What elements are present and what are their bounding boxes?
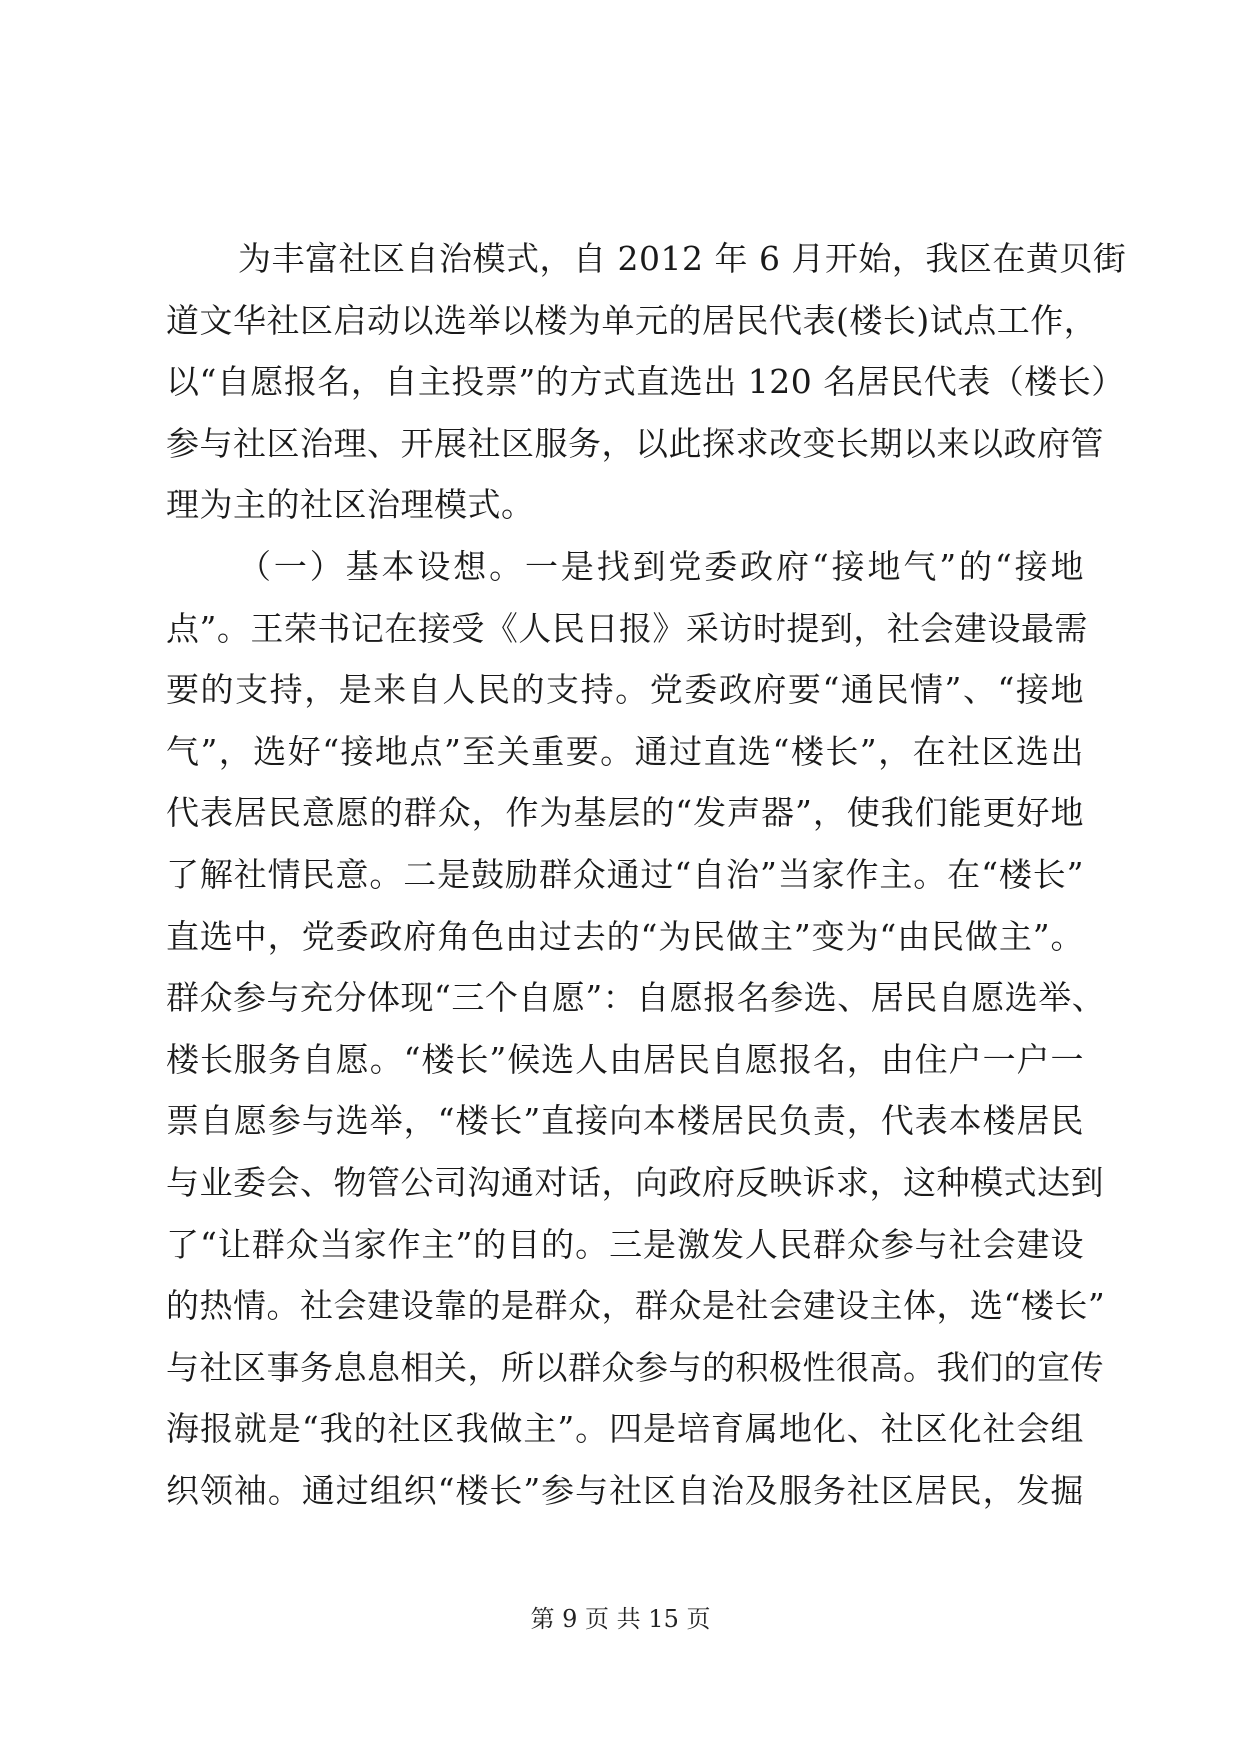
page-footer (0, 1604, 1241, 1634)
page-number: 第 9 页 共 15 页 (530, 1605, 711, 1633)
text-line: 票自愿参与选举，“楼长”直接向本楼居民负责，代表本楼居民 (166, 1101, 1084, 1141)
text-line: 与业委会、物管公司沟通对话，向政府反映诉求，这种模式达到 (166, 1162, 1104, 1202)
text-line: 气”，选好“接地点”至关重要。通过直选“楼长”，在社区选出 (166, 731, 1084, 771)
text-line: 了“让群众当家作主”的目的。三是激发人民群众参与社会建设 (166, 1224, 1084, 1264)
text-line: 织领袖。通过组织“楼长”参与社区自治及服务社区居民，发掘 (166, 1470, 1084, 1510)
text-line: 直选中，党委政府角色由过去的“为民做主”变为“由民做主”。 (166, 916, 1084, 956)
document-body (166, 228, 1127, 1521)
text-line: 理为主的社区治理模式。 (166, 485, 535, 525)
text-line: 以“自愿报名，自主投票”的方式直选出 120 名居民代表（楼长） (166, 362, 1125, 402)
text-line: 楼长服务自愿。“楼长”候选人由居民自愿报名，由住户一户一 (166, 1039, 1084, 1079)
text-line: 道文华社区启动以选举以楼为单元的居民代表(楼长)试点工作， (166, 300, 1098, 340)
text-line: 了解社情民意。二是鼓励群众通过“自治”当家作主。在“楼长” (166, 854, 1084, 894)
text-line: 参与社区治理、开展社区服务，以此探求改变长期以来以政府管 (166, 423, 1104, 463)
text-line: 代表居民意愿的群众，作为基层的“发声器”，使我们能更好地 (166, 793, 1084, 833)
text-line: 群众参与充分体现“三个自愿”：自愿报名参选、居民自愿选举、 (166, 978, 1106, 1018)
text-line: 为丰富社区自治模式，自 2012 年 6 月开始，我区在黄贝街 (238, 239, 1127, 278)
text-line: （一）基本设想。一是找到党委政府“接地气”的“接地 (238, 546, 1084, 586)
text-line: 的热情。社会建设靠的是群众，群众是社会建设主体，选“楼长” (166, 1286, 1106, 1326)
text-line: 点”。王荣书记在接受《人民日报》采访时提到，社会建设最需 (166, 608, 1088, 648)
text-line: 要的支持，是来自人民的支持。党委政府要“通民情”、“接地 (166, 670, 1084, 710)
text-line: 海报就是“我的社区我做主”。四是培育属地化、社区化社会组 (166, 1409, 1084, 1449)
text-line: 与社区事务息息相关，所以群众参与的积极性很高。我们的宣传 (166, 1347, 1104, 1387)
